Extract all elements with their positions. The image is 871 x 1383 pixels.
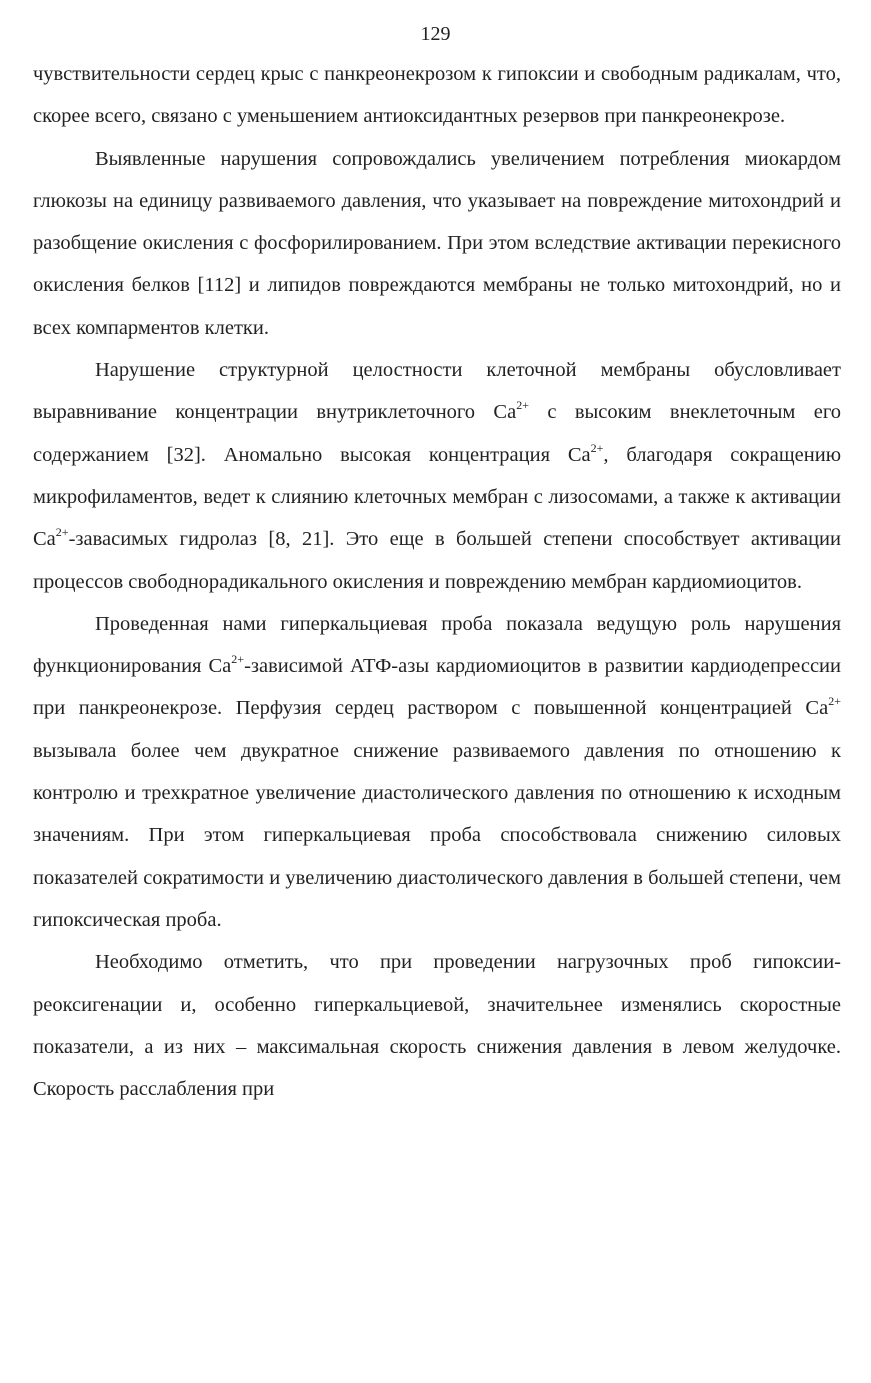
superscript: 2+ [231,652,245,667]
text-run: вызывала более чем двукратное снижение развиваемого давления по отношению к контролю и трехкратное увеличение диастолического давления по отношению к исходным значениям. При этом гиперкальциевая проба способствовала снижению силовых показателей сократимости и увеличению диастолического давления в большей степени, чем гипоксическая проба. [33,739,841,931]
text-run: Необходимо отметить, что при проведении нагрузочных проб гипоксии-реоксигенации и, особенно гиперкальциевой, значительнее изменялись скоростные показатели, а из них – максимальная скорость снижения давления в левом желудочке. Скорость расслабления при [33,951,841,1101]
superscript: 2+ [590,440,604,455]
document-body [33,53,841,1110]
paragraph-5 [33,941,841,1110]
superscript: 2+ [828,694,841,709]
text-run: с высоким внеклеточным его содержанием [32]. Аномально высокая концентрация Ca [33,401,841,466]
page-number: 129 [420,23,451,45]
text-run: -зависимой АТФ-азы кардиомиоцитов в развитии кардиодепрессии при панкреонекрозе. Перфузия сердец раствором с повышенной концентрацией Ca [33,655,841,720]
text-run: Нарушение структурной целостности клеточной мембраны обусловливает выравнивание концентрации внутриклеточного Ca [33,359,841,424]
text-run: Выявленные нарушения сопровождались увеличением потребления миокардом глюкозы на единицу развиваемого давления, что указывает на повреждение митохондрий и разобщение окисления с фосфорилированием. При этом вследствие активации перекисного окисления белков [112] и липидов повреждаются мембраны не только митохондрий, но и всех компарментов клетки. [33,147,841,339]
paragraph-1 [33,53,841,138]
text-run: чувствительности сердец крыс с панкреонекрозом к гипоксии и свободным радикалам, что, скорее всего, связано с уменьшением антиоксидантных резервов при панкреонекрозе. [33,63,841,128]
superscript: 2+ [55,525,69,540]
text-run: -завасимых гидролаз [8, 21]. Это еще в большей степени способствует активации процессов свободнорадикального окисления и повреждению мембран кардиомиоцитов. [33,528,841,593]
superscript: 2+ [516,398,529,413]
text-run: Проведенная нами гиперкальциевая проба показала ведущую роль нарушения функционирования Ca [33,612,841,678]
paragraph-2 [33,138,841,349]
paragraph-4 [33,603,841,941]
text-run: , благодаря сокращению микрофиламентов, ведет к слиянию клеточных мембран с лизосомами, а также к активации Ca [33,443,842,551]
paragraph-3 [33,349,841,603]
